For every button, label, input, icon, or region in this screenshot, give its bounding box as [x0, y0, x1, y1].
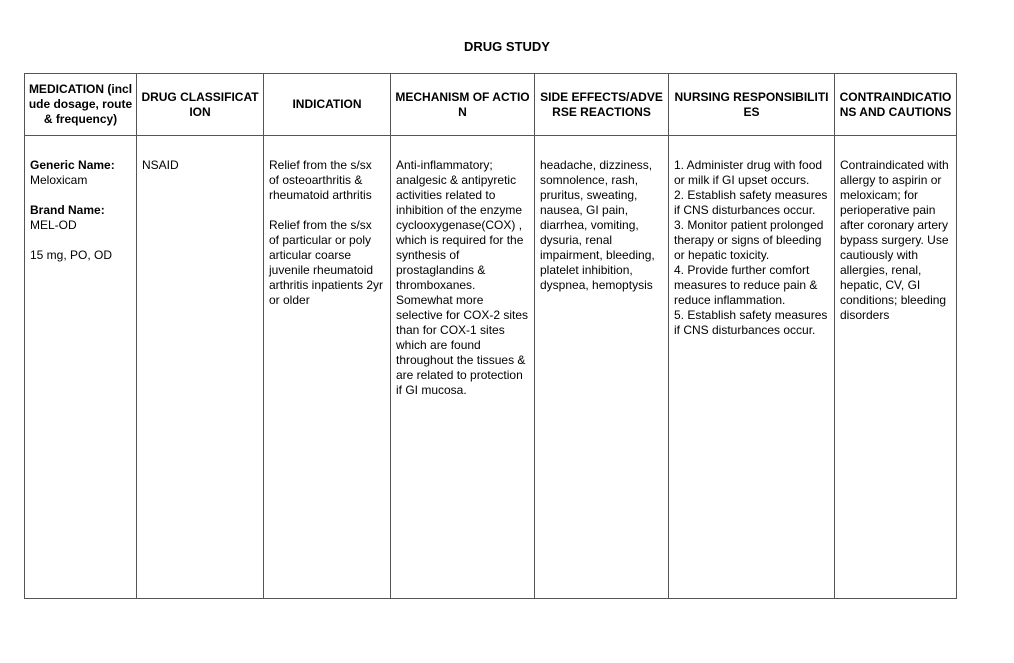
cell-indication	[264, 136, 391, 599]
brand-name-label: Brand Name:	[30, 203, 105, 217]
generic-name-value: Meloxicam	[30, 173, 88, 187]
header-side-effects: SIDE EFFECTS/ADVERSE REACTIONS	[535, 74, 669, 136]
cell-mechanism	[391, 136, 535, 599]
cell-nursing	[669, 136, 835, 599]
indication-paragraph-2: Relief from the s/sx of particular or poly articular coarse juvenile rheumatoid arthritis inpatients 2yr or older	[269, 218, 384, 307]
page-title: DRUG STUDY	[464, 39, 550, 54]
nursing-item-2: 2. Establish safety measures if CNS disturbances occur.	[674, 188, 828, 217]
cell-classification	[137, 136, 264, 599]
header-nursing: NURSING RESPONSIBILITIES	[669, 74, 835, 136]
cell-medication	[25, 136, 137, 599]
nursing-item-4: 4. Provide further comfort measures to reduce pain & reduce inflammation.	[674, 263, 818, 307]
header-row	[25, 74, 957, 136]
header-indication: INDICATION	[264, 74, 391, 136]
header-medication: MEDICATION (include dosage, route & frequency)	[25, 74, 137, 136]
cell-side-effects	[535, 136, 669, 599]
drug-study-table	[24, 73, 957, 599]
brand-name-value: MEL-OD	[30, 218, 77, 232]
mechanism-text: Anti-inflammatory; analgesic & antipyretic activities related to inhibition of the enzyme cyclooxygenase(COX) , which is required for the synthesis of prostaglandins & thromboxanes. Somewhat more selective for COX-2 sites than for COX-1 sites which are found throughout the tissues & are related to protection if GI mucosa.	[396, 158, 529, 397]
dosage-text: 15 mg, PO, OD	[30, 248, 113, 262]
cell-contraindications	[835, 136, 957, 599]
side-effects-text: headache, dizziness, somnolence, rash, pruritus, sweating, nausea, GI pain, diarrhea, vomiting, dysuria, renal impairment, bleeding, platelet inhibition, dyspnea, hemoptysis	[540, 158, 655, 292]
classification-text: NSAID	[142, 158, 179, 172]
nursing-item-3: 3. Monitor patient prolonged therapy or signs of bleeding or hepatic toxicity.	[674, 218, 824, 262]
table-row	[25, 136, 957, 599]
contraindications-text: Contraindicated with allergy to aspirin or meloxicam; for perioperative pain after coronary artery bypass surgery. Use cautiously with allergies, renal, hepatic, CV, GI conditions; bleeding disorders	[840, 158, 949, 322]
nursing-item-1: 1. Administer drug with food or milk if GI upset occurs.	[674, 158, 823, 187]
indication-paragraph-1: Relief from the s/sx of osteoarthritis & rheumatoid arthritis	[269, 158, 372, 202]
generic-name-label: Generic Name:	[30, 158, 115, 172]
header-mechanism: MECHANISM OF ACTION	[391, 74, 535, 136]
header-classification: DRUG CLASSIFICATION	[137, 74, 264, 136]
header-contraindications: CONTRAINDICATIONS AND CAUTIONS	[835, 74, 957, 136]
nursing-item-5: 5. Establish safety measures if CNS disturbances occur.	[674, 308, 828, 337]
